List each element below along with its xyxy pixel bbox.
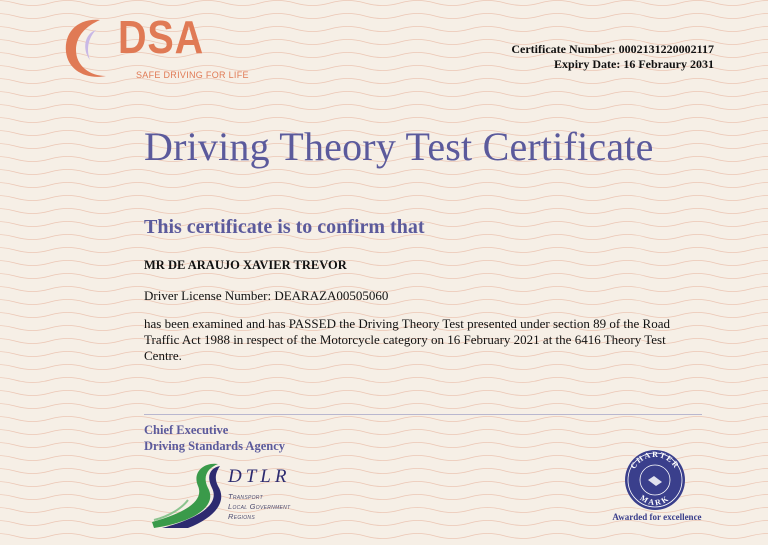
dtlr-line-transport: Transport xyxy=(228,492,263,501)
holder-name: MR DE ARAUJO XAVIER TREVOR xyxy=(144,258,347,272)
license-label: Driver License Number: xyxy=(144,288,272,303)
license-line xyxy=(144,288,388,304)
dtlr-logo xyxy=(148,460,318,530)
signatory-block xyxy=(144,422,285,454)
certificate-meta xyxy=(511,42,714,72)
dtlr-line-regions: Regions xyxy=(228,512,255,521)
confirm-heading: This certificate is to confirm that xyxy=(144,216,425,238)
dsa-logo xyxy=(60,11,250,84)
certificate-number-label: Certificate Number: xyxy=(511,42,616,56)
dtlr-departments xyxy=(228,492,290,522)
certificate-number-line xyxy=(511,42,714,57)
dtlr-road-swoosh-icon xyxy=(148,460,228,530)
charter-mark xyxy=(602,446,712,531)
expiry-date: 16 Febraury 2031 xyxy=(623,57,714,71)
dtlr-line-local-government: Local Government xyxy=(228,502,291,511)
charter-mark-seal-icon xyxy=(620,446,690,512)
signatory-organisation: Driving Standards Agency xyxy=(144,439,285,453)
dsa-wordmark: DSA xyxy=(118,11,205,63)
dsa-tagline: SAFE DRIVING FOR LIFE xyxy=(136,70,249,80)
signatory-role: Chief Executive xyxy=(144,423,229,437)
divider xyxy=(144,414,702,415)
dtlr-acronym: DTLR xyxy=(228,466,291,487)
license-number: DEARAZA00505060 xyxy=(274,288,389,303)
expiry-date-line xyxy=(511,57,714,72)
svg-text:CHARTER: CHARTER xyxy=(628,449,682,471)
pass-statement: has been examined and has PASSED the Driving Theory Test presented under section 89 of the Road Traffic Act 1988 in respect of the Motorcycle category on 16 February 2021 at the 6416 Theory Test Centre. xyxy=(144,316,670,363)
certificate-title: Driving Theory Test Certificate xyxy=(144,124,654,169)
charter-award-text: Awarded for excellence xyxy=(612,512,702,522)
svg-text:MARK: MARK xyxy=(638,493,672,508)
expiry-date-label: Expiry Date: xyxy=(554,57,621,71)
certificate-number: 0002131220002117 xyxy=(618,42,714,56)
